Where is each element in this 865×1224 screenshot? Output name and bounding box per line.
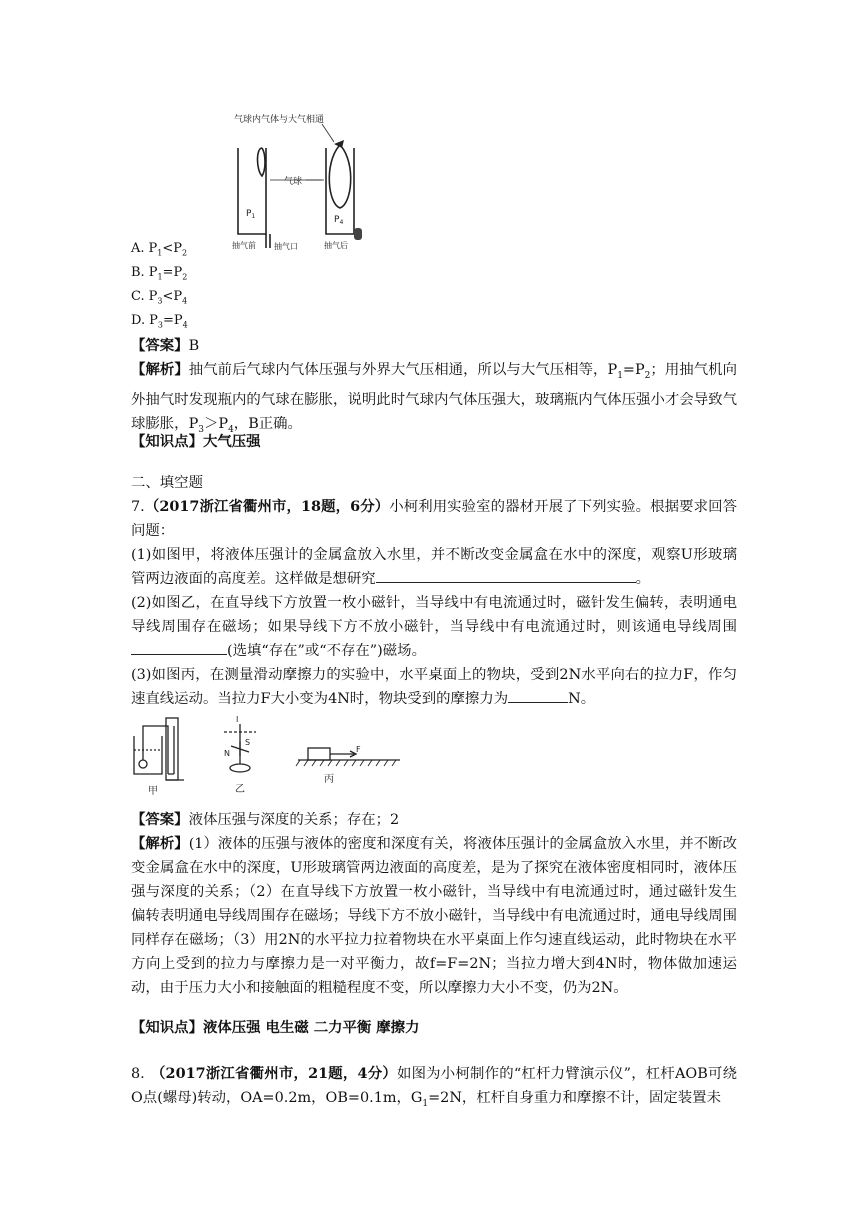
q6-answer: 【答案】B — [131, 337, 200, 354]
fig1-after-label: 抽气后 — [324, 241, 348, 250]
fig-yi-s: S — [245, 738, 251, 747]
left-bottle — [238, 148, 270, 248]
fig1-top-label: 气球内气体与大气相通 — [234, 115, 325, 125]
q6-knowledge: 【知识点】大气压强 — [131, 433, 261, 450]
balloon-bottle-figure — [226, 104, 372, 256]
option-c: C. $P_3<P_4$ — [131, 289, 188, 306]
q7-part3: (3)如图丙，在测量滑动摩擦力的实验中，水平桌面上的物块，受到2N水平向右的拉力F，作匀速直线运动。当拉力F大小变为4N时，物块受到的摩擦力为 N。 — [131, 667, 737, 707]
fig-yi — [224, 724, 256, 772]
option-a: A. $P_1<P_2$ — [131, 241, 188, 258]
fig1-outlet-label: 抽气口 — [274, 242, 298, 251]
experiment-figures — [128, 712, 408, 796]
q7-blank-3[interactable] — [508, 687, 568, 703]
fig1-p4-label: $P_4$ — [334, 215, 344, 226]
q7-answer: 【答案】液体压强与深度的关系；存在；2 — [131, 811, 400, 828]
fig-bing — [296, 748, 400, 766]
fig-jia-label: 甲 — [148, 786, 158, 796]
section-title: 二、填空题 — [131, 475, 203, 491]
fig-yi-current: I — [236, 715, 239, 724]
q6-analysis: 【解析】抽气前后气球内气体压强与外界大气压相通，所以与大气压相等，$P_1=P_2$；用抽气机向外抽气时发现瓶内的气球在膨胀，说明此时气球内气体压强大，玻璃瓶内气体压强小才会导致气球膨胀，$P_3>P_4$，B正确。 — [131, 361, 737, 435]
fig1-balloon-label: 气球 — [284, 177, 303, 187]
q7-analysis: 【解析】(1）液体的压强与液体的密度和深度有关，将液体压强计的金属盒放入水里，并不断改变金属盒在水中的深度，U形玻璃管两边液面的高度差，是为了探究在液体密度相同时，液体压强与深度的关系；（2）在直导线下方放置一枚小磁针，当导线中有电流通过时，通过磁针发生偏转表明通电导线周围存在磁场；导线下方不放小磁针，当导线中有电流通过时，通电导线周围同样存在磁场；（3）用2N的水平拉力拉着物块在水平桌面上作匀速直线运动，此时物块在水平方向上受到的拉力与摩擦力是一对平衡力，故f=F=2N；当拉力增大到4N时，物体做加速运动，由于压力大小和接触面的粗糙程度不变，所以摩擦力大小不变，仍为2N。 — [131, 835, 737, 996]
fig1-p1-label: $P_1$ — [246, 209, 256, 220]
option-b: B. $P_1=P_2$ — [131, 265, 188, 282]
q8-stem: 8. （2017浙江省衢州市，21题，4分）如图为小柯制作的“杠杆力臂演示仪”，杠杆AOB可绕O点(螺母)转动，OA=0.2m，OB=0.1m，$G_1=2N$，杠杆自身重力和摩擦不计，固定装置未 — [131, 1065, 738, 1109]
fig-jia — [134, 718, 184, 780]
q7-part2: (2)如图乙，在直导线下方放置一枚小磁针，当导线中有电流通过时，磁针发生偏转，表明通电导线周围存在磁场；如果导线下方不放小磁针，当导线中有电流通过时，则该通电导线周围(选填“存在”或“不存在”)磁场。 — [131, 595, 737, 659]
fig-bing-label: 丙 — [324, 774, 334, 785]
option-d: D. $P_3=P_4$ — [131, 313, 188, 330]
q7-stem: 7.（2017浙江省衢州市，18题，6分）小柯利用实验室的器材开展了下列实验。根据要求回答问题： — [131, 498, 737, 539]
fig-yi-label: 乙 — [235, 784, 245, 795]
q7-blank-2[interactable] — [131, 639, 227, 655]
fig-bing-force: F — [356, 745, 361, 754]
q7-knowledge: 【知识点】液体压强 电生磁 二力平衡 摩擦力 — [131, 1019, 420, 1036]
q7-part1: (1)如图甲，将液体压强计的金属盒放入水里，并不断改变金属盒在水中的深度，观察U形玻璃管两边液面的高度差。这样做是想研究 。 — [131, 547, 737, 587]
q7-blank-1[interactable] — [376, 567, 636, 583]
fig-yi-n: N — [224, 749, 230, 758]
fig1-before-label: 抽气前 — [232, 241, 256, 250]
